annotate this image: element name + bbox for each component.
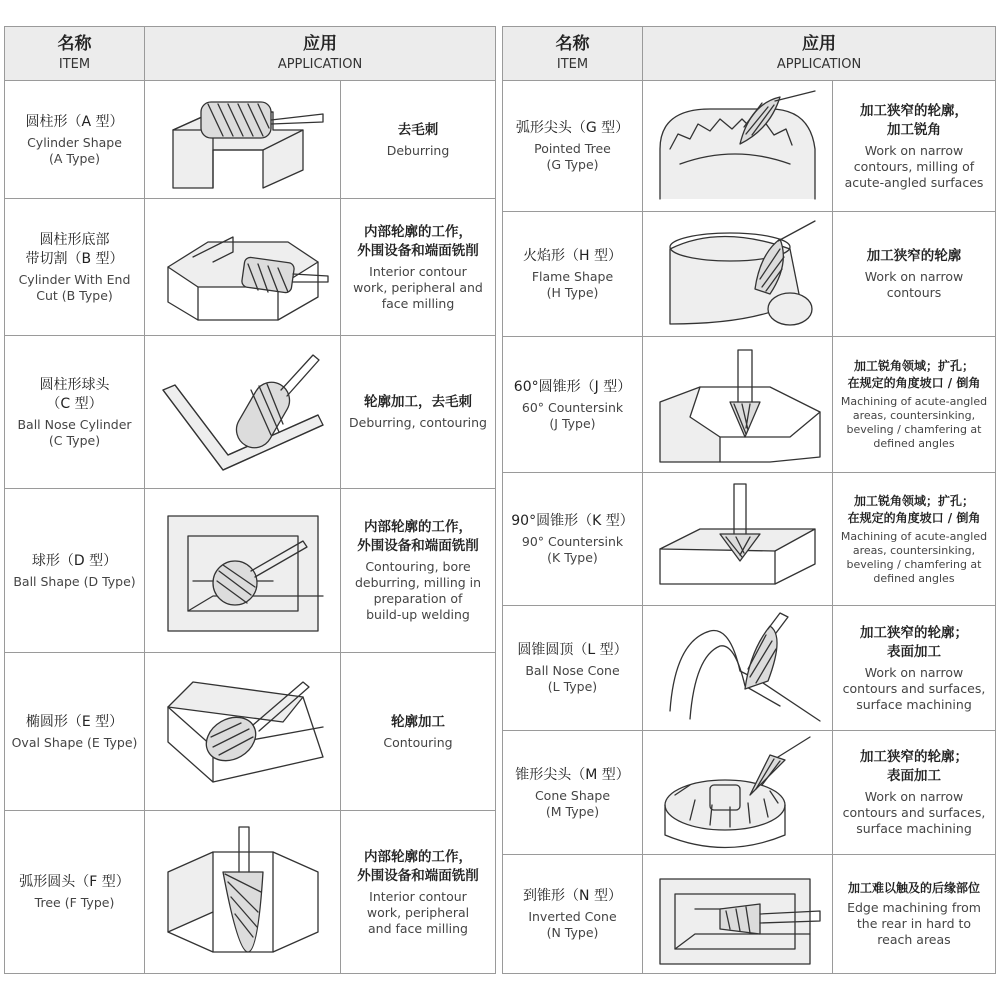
application-cell (833, 855, 995, 973)
table-row (5, 81, 495, 199)
item-name-zh: 90°圆锥形（K 型） (511, 513, 634, 529)
item-name-en: Ball Nose Cylinder (C Type) (17, 416, 132, 448)
application-en: Machining of acute-angled areas, countersinking, beveling / chamfering at defined angles (840, 529, 988, 585)
right-table (502, 26, 996, 974)
application-zh: 内部轮廓的工作， 外围设备和端面铣削 (357, 848, 479, 884)
application-header-zh: 应用 (802, 34, 836, 54)
application-cell (341, 653, 495, 810)
item-cell (5, 489, 145, 652)
application-en: Work on narrow contours and surfaces, surface machining (842, 789, 986, 836)
item-name-en: Cylinder With End Cut (B Type) (18, 271, 131, 303)
countersink-90-burr-icon (643, 473, 833, 605)
ball-nose-cone-burr-icon (643, 606, 833, 730)
application-header (643, 27, 995, 80)
application-cell (833, 606, 995, 730)
oval-burr-icon (145, 653, 341, 810)
application-cell (341, 336, 495, 488)
application-en: Deburring (386, 142, 450, 158)
application-zh: 加工狭窄的轮廓 (866, 248, 962, 264)
item-name-en: Cylinder Shape (A Type) (27, 134, 122, 166)
application-cell (833, 731, 995, 854)
application-zh: 加工锐角领域；扩孔； 在规定的角度坡口 / 倒角 (847, 493, 981, 525)
application-cell (833, 212, 995, 336)
inverted-cone-burr-icon (643, 855, 833, 973)
item-name-en: Inverted Cone (N Type) (528, 909, 617, 940)
application-en: Contouring (383, 734, 453, 750)
item-name-en: Ball Nose Cone (L Type) (525, 663, 620, 694)
ball-nose-cylinder-burr-icon (145, 336, 341, 488)
application-zh: 轮廓加工，去毛刺 (364, 394, 472, 410)
item-name-en: Pointed Tree (G Type) (534, 141, 611, 172)
application-en: Work on narrow contours, milling of acute-angled surfaces (844, 142, 984, 190)
application-en: Interior contour work, peripheral and face milling (366, 888, 470, 936)
application-header-en: APPLICATION (776, 57, 862, 72)
item-name-zh: 圆柱形底部 带切割（B 型） (25, 231, 124, 267)
item-cell (5, 653, 145, 810)
application-cell (833, 81, 995, 211)
application-zh: 加工锐角领域；扩孔； 在规定的角度坡口 / 倒角 (847, 359, 981, 390)
item-cell (503, 212, 643, 336)
countersink-60-burr-icon (643, 337, 833, 472)
item-name-zh: 圆锥圆顶（L 型） (517, 642, 628, 658)
item-cell (5, 336, 145, 488)
application-zh: 加工狭窄的轮廓； 表面加工 (860, 749, 968, 784)
table-row (503, 855, 995, 973)
table-row (5, 653, 495, 811)
flame-burr-icon (643, 212, 833, 336)
application-en: Work on narrow contours (864, 269, 964, 300)
application-en: Deburring, contouring (349, 415, 487, 430)
application-zh: 去毛刺 (397, 121, 439, 138)
application-zh: 内部轮廓的工作， 外围设备和端面铣削 (357, 519, 479, 554)
item-header (503, 27, 643, 80)
item-name-zh: 弧形圆头（F 型） (19, 874, 130, 890)
tree-burr-icon (145, 811, 341, 973)
item-name-en: Oval Shape (E Type) (11, 734, 138, 750)
item-name-en: 90° Countersink (K Type) (521, 534, 624, 565)
item-header-zh: 名称 (57, 34, 92, 54)
table-row (5, 199, 495, 336)
table-header (5, 27, 495, 81)
item-name-zh: 圆柱形（A 型） (25, 113, 124, 130)
cylinder-end-cut-burr-icon (145, 199, 341, 335)
table-header (503, 27, 995, 81)
item-cell (503, 731, 643, 854)
item-header-en: ITEM (58, 57, 91, 72)
table-row (503, 731, 995, 855)
application-en: Work on narrow contours and surfaces, surface machining (842, 664, 986, 712)
cylinder-burr-icon (145, 81, 341, 198)
item-name-zh: 椭圆形（E 型） (25, 713, 124, 730)
application-header-zh: 应用 (303, 34, 337, 54)
item-name-en: Ball Shape (D Type) (13, 573, 136, 589)
application-en: Machining of acute-angled areas, countersinking, beveling / chamfering at defined angles (840, 395, 988, 450)
table-row (503, 337, 995, 473)
item-cell (5, 81, 145, 198)
table-row (5, 811, 495, 973)
item-name-zh: 圆柱形球头 （C 型） (39, 376, 110, 412)
item-name-zh: 60°圆锥形（J 型） (513, 378, 632, 395)
item-name-en: Tree (F Type) (34, 895, 115, 910)
cone-burr-icon (643, 731, 833, 854)
item-name-zh: 弧形尖头（G 型） (515, 120, 630, 136)
item-cell (503, 337, 643, 472)
application-cell (833, 337, 995, 472)
item-name-zh: 锥形尖头（M 型） (515, 766, 630, 783)
item-cell (503, 855, 643, 973)
application-zh: 加工狭窄的轮廓， 加工锐角 (860, 102, 968, 138)
table-row (503, 473, 995, 606)
application-en: Contouring, bore deburring, milling in preparation of build-up welding (354, 559, 482, 622)
table-row (5, 336, 495, 489)
item-cell (503, 606, 643, 730)
item-name-en: Flame Shape (H Type) (531, 269, 614, 300)
item-name-zh: 火焰形（H 型） (523, 248, 622, 264)
pointed-tree-burr-icon (643, 81, 833, 211)
table-row (5, 489, 495, 653)
item-header-en: ITEM (556, 57, 589, 72)
item-header-zh: 名称 (555, 34, 590, 54)
item-name-zh: 到锥形（N 型） (523, 888, 622, 904)
table-row (503, 212, 995, 337)
application-zh: 轮廓加工 (391, 713, 445, 730)
application-cell (833, 473, 995, 605)
item-cell (5, 199, 145, 335)
application-cell (341, 489, 495, 652)
application-cell (341, 199, 495, 335)
left-table (4, 26, 496, 974)
application-zh: 内部轮廓的工作， 外围设备和端面铣削 (357, 223, 479, 259)
item-header (5, 27, 145, 80)
application-en: Interior contour work, peripheral and face milling (353, 263, 483, 311)
item-cell (503, 81, 643, 211)
application-header (145, 27, 495, 80)
table-row (503, 81, 995, 212)
ball-burr-icon (145, 489, 341, 652)
application-zh: 加工难以触及的后缘部位 (847, 881, 980, 895)
item-name-en: Cone Shape (M Type) (534, 787, 611, 819)
table-row (503, 606, 995, 731)
application-cell (341, 811, 495, 973)
application-en: Edge machining from the rear in hard to reach areas (847, 900, 981, 947)
application-zh: 加工狭窄的轮廓； 表面加工 (860, 624, 968, 660)
item-name-en: 60° Countersink (J Type) (521, 399, 624, 431)
item-name-zh: 球形（D 型） (31, 552, 118, 569)
application-cell (341, 81, 495, 198)
item-cell (503, 473, 643, 605)
application-header-en: APPLICATION (277, 57, 363, 72)
item-cell (5, 811, 145, 973)
